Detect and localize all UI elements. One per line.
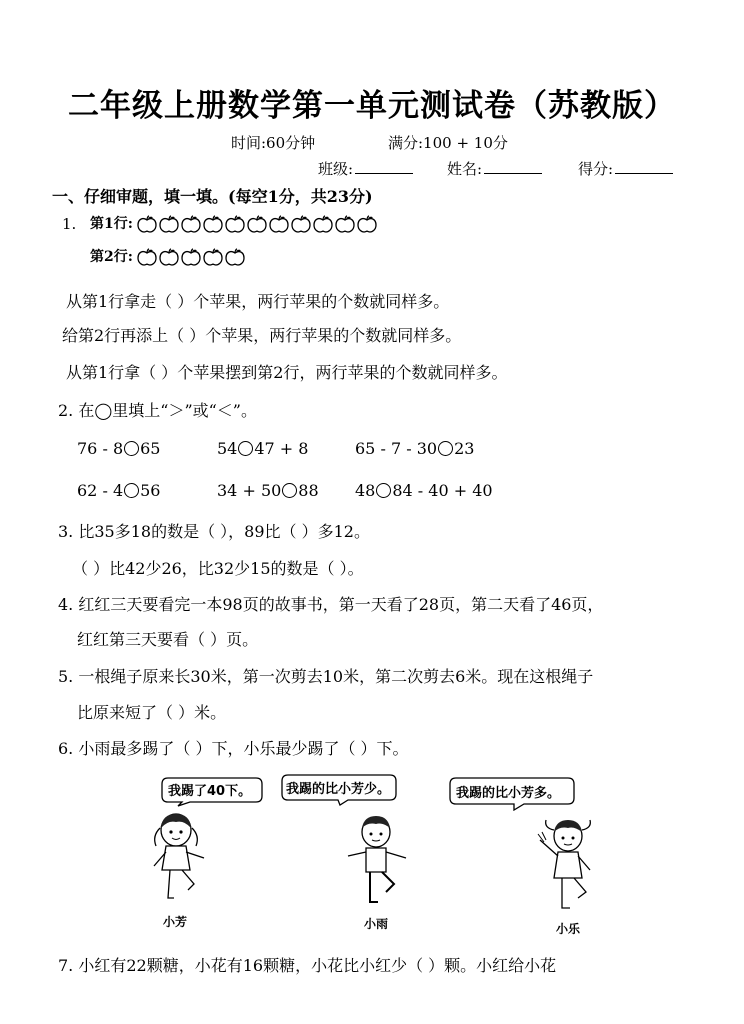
row2-label: 第2行: bbox=[90, 249, 133, 265]
compare-item bbox=[77, 439, 160, 458]
compare-right: 56 bbox=[140, 481, 161, 500]
name-label: 姓名: bbox=[447, 160, 483, 178]
page-title: 二年级上册数学第一单元测试卷（苏教版） bbox=[68, 88, 676, 124]
compare-left: 76 - 8 bbox=[77, 439, 124, 458]
compare-right: 23 bbox=[454, 439, 475, 458]
apple-icon bbox=[313, 215, 333, 233]
compare-left: 62 - 4 bbox=[77, 481, 124, 500]
row1-label: 第1行: bbox=[90, 216, 133, 232]
girl-xiaole-illustration bbox=[528, 814, 608, 918]
score-total-label: 满分:100 + 10分 bbox=[388, 134, 508, 152]
score-blank[interactable] bbox=[615, 159, 673, 174]
compare-circle[interactable] bbox=[438, 441, 453, 456]
score-label: 得分: bbox=[578, 160, 614, 178]
compare-left: 34 + 50 bbox=[217, 481, 282, 500]
q1-line3: 从第1行拿（ ）个苹果摆到第2行，两行苹果的个数就同样多。 bbox=[66, 363, 508, 382]
bubble-text: 我踢的比小芳少。 bbox=[286, 782, 391, 797]
bubble-text: 我踢的比小芳多。 bbox=[456, 786, 561, 801]
name-field[interactable] bbox=[447, 158, 542, 179]
compare-item bbox=[217, 481, 319, 500]
compare-right: 84 - 40 + 40 bbox=[392, 481, 493, 500]
apple-icon bbox=[159, 248, 179, 266]
q2-prompt: 2. 在◯里填上“＞”或“＜”。 bbox=[58, 401, 257, 420]
girl-xiaofang-illustration bbox=[148, 808, 212, 912]
bubble-text: 我踢了40下。 bbox=[168, 784, 252, 799]
apple-icon bbox=[291, 215, 311, 233]
compare-item bbox=[77, 481, 160, 500]
compare-left: 54 bbox=[217, 439, 238, 458]
apple-icon bbox=[225, 248, 245, 266]
compare-right: 88 bbox=[298, 481, 319, 500]
q5-line1: 5. 一根绳子原来长30米，第一次剪去10米，第二次剪去6米。现在这根绳子 bbox=[58, 667, 594, 686]
apple-icon bbox=[137, 215, 157, 233]
kid-name: 小芳 bbox=[163, 915, 188, 929]
compare-left: 65 - 7 - 30 bbox=[355, 439, 438, 458]
apple-row-1 bbox=[90, 213, 379, 234]
apple-icon bbox=[159, 215, 179, 233]
q4-line2: 红红第三天要看（ ）页。 bbox=[77, 630, 259, 649]
q6-line1: 6. 小雨最多踢了（ ）下，小乐最少踢了（ ）下。 bbox=[58, 739, 409, 758]
apple-icon bbox=[335, 215, 355, 233]
time-label: 时间:60分钟 bbox=[231, 134, 316, 152]
compare-circle[interactable] bbox=[376, 483, 391, 498]
compare-circle[interactable] bbox=[282, 483, 297, 498]
apple-icon bbox=[225, 215, 245, 233]
apple-icon bbox=[269, 215, 289, 233]
apple-icon bbox=[203, 248, 223, 266]
q5-line2: 比原来短了（ ）米。 bbox=[77, 703, 227, 722]
apple-row-2 bbox=[90, 246, 247, 267]
apple-icon bbox=[203, 215, 223, 233]
row1-apples bbox=[137, 215, 379, 234]
q4-line1: 4. 红红三天要看完一本98页的故事书，第一天看了28页，第二天看了46页， bbox=[58, 595, 604, 614]
apple-icon bbox=[247, 215, 267, 233]
apple-icon bbox=[357, 215, 377, 233]
q1-line2: 给第2行再添上（ ）个苹果，两行苹果的个数就同样多。 bbox=[62, 326, 462, 345]
compare-item bbox=[217, 439, 308, 458]
section1-heading: 一、仔细审题，填一填。(每空1分，共23分) bbox=[52, 187, 373, 206]
apple-icon bbox=[181, 248, 201, 266]
compare-right: 47 + 8 bbox=[254, 439, 309, 458]
compare-right: 65 bbox=[140, 439, 161, 458]
name-blank[interactable] bbox=[484, 159, 542, 174]
compare-item bbox=[355, 481, 493, 500]
apple-icon bbox=[137, 248, 157, 266]
compare-circle[interactable] bbox=[124, 441, 139, 456]
q7-line1: 7. 小红有22颗糖，小花有16颗糖，小花比小红少（ ）颗。小红给小花 bbox=[58, 956, 557, 975]
q1-line1: 从第1行拿走（ ）个苹果，两行苹果的个数就同样多。 bbox=[66, 292, 450, 311]
compare-circle[interactable] bbox=[238, 441, 253, 456]
compare-left: 48 bbox=[355, 481, 376, 500]
q1-number: 1. bbox=[62, 215, 77, 233]
q3-line1: 3. 比35多18的数是（ ），89比（ ）多12。 bbox=[58, 522, 370, 541]
row2-apples bbox=[137, 248, 247, 267]
compare-item bbox=[355, 439, 474, 458]
apple-icon bbox=[181, 215, 201, 233]
class-field[interactable] bbox=[318, 158, 413, 179]
boy-xiaoyu-illustration bbox=[340, 812, 416, 912]
q3-line2: （ ）比42少26，比32少15的数是（ ）。 bbox=[72, 559, 364, 578]
score-field[interactable] bbox=[578, 158, 673, 179]
compare-circle[interactable] bbox=[124, 483, 139, 498]
class-blank[interactable] bbox=[355, 159, 413, 174]
class-label: 班级: bbox=[318, 160, 354, 178]
kid-name: 小雨 bbox=[364, 917, 389, 931]
kid-name: 小乐 bbox=[556, 922, 581, 936]
